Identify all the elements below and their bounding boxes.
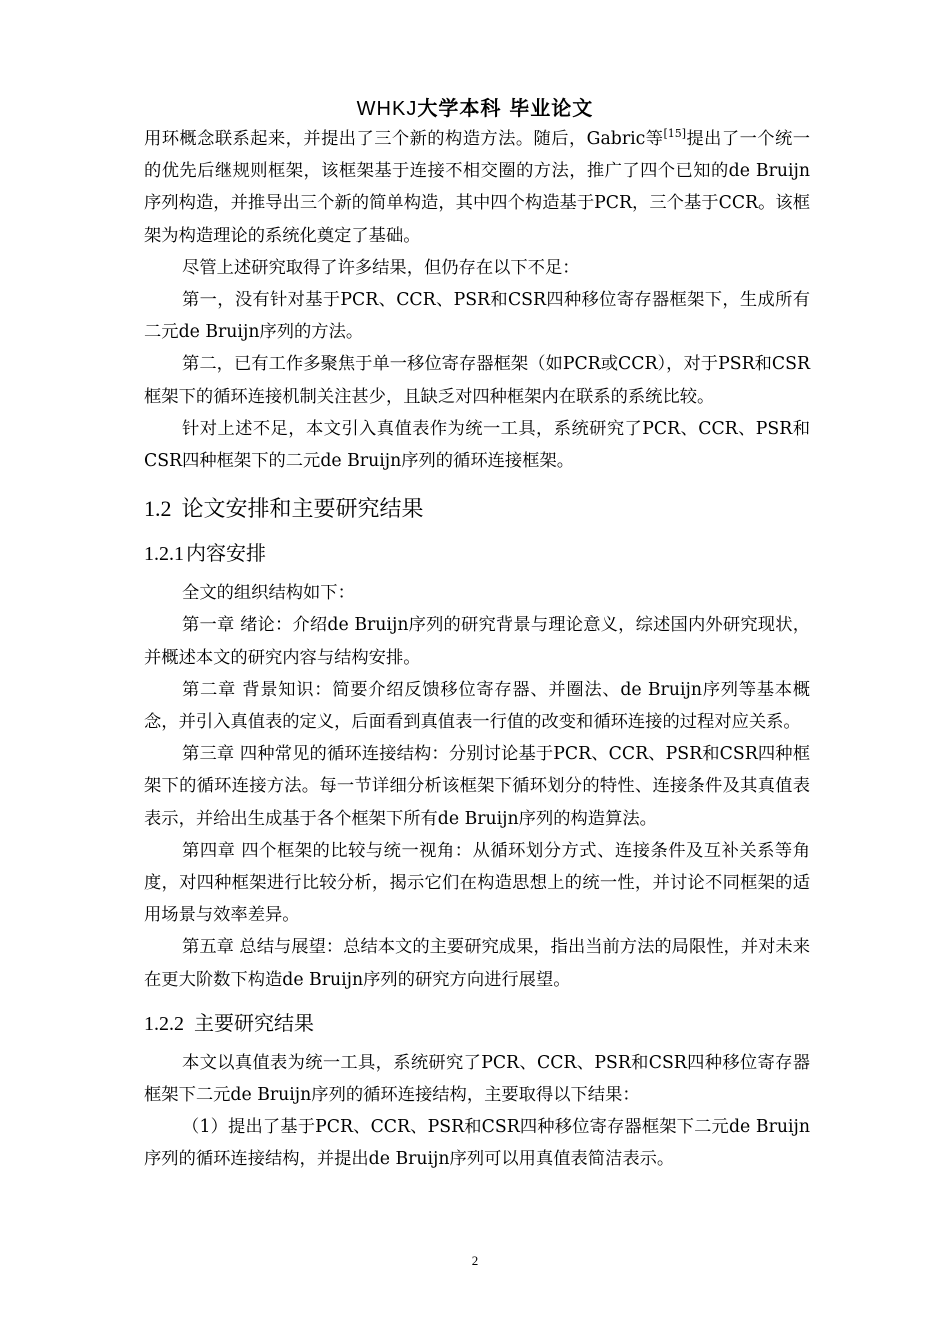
section-number: 1.2 xyxy=(144,496,172,522)
chapter-summary: 第一章 绪论：介绍de Bruijn序列的研究背景与理论意义，综述国内外研究现状，并概述本文的研究内容与结构安排。 xyxy=(144,615,810,668)
page-header xyxy=(0,92,950,121)
body-paragraph: 第一，没有针对基于PCR、CCR、PSR和CSR四种移位寄存器框架下，生成所有二元de Bruijn序列的方法。 xyxy=(144,290,810,343)
subsection-number: 1.2.1 xyxy=(144,543,184,566)
chapter-summary: 第二章 背景知识：简要介绍反馈移位寄存器、并圈法、de Bruijn序列等基本概念，并引入真值表的定义，后面看到真值表一行值的改变和循环连接的过程对应关系。 xyxy=(144,679,810,733)
citation-ref[interactable]: [15] xyxy=(663,127,687,141)
chapter-summary: 第五章 总结与展望：总结本文的主要研究成果，指出当前方法的局限性，并对未来在更大阶数下构造de Bruijn序列的研究方向进行展望。 xyxy=(144,937,810,990)
body-paragraph: 针对上述不足，本文引入真值表作为统一工具，系统研究了PCR、CCR、PSR和CSR四种框架下的二元de Bruijn序列的循环连接框架。 xyxy=(144,418,810,472)
subsection-title: 主要研究结果 xyxy=(194,1010,314,1035)
subsection-heading-1-2-1 xyxy=(144,538,810,569)
subsection-heading-1-2-2 xyxy=(144,1008,810,1039)
result-item: （1）提出了基于PCR、CCR、PSR和CSR四种移位寄存器框架下二元de Bruijn序列的循环连接结构，并提出de Bruijn序列可以用真值表简洁表示。 xyxy=(144,1117,810,1170)
subsection-number: 1.2.2 xyxy=(144,1012,184,1035)
page-number: 2 xyxy=(471,1253,479,1268)
chapter-summary: 第四章 四个框架的比较与统一视角：从循环划分方式、连接条件及互补关系等角度，对四种框架进行比较分析，揭示它们在构造思想上的统一性，并讨论不同框架的适用场景与效率差异。 xyxy=(144,840,810,926)
body-paragraph: 全文的组织结构如下： xyxy=(182,583,355,604)
header-title: 大学本科 毕业论文 xyxy=(417,96,594,120)
header-prefix: WHKJ xyxy=(356,98,418,120)
body-paragraph: 用环概念联系起来，并提出了三个新的构造方法。随后，Gabric等[15]提出了一个统一的优先后继规则框架，该框架基于连接不相交圈的方法，推广了四个已知的de Bruijn序列构造，并推导出三个新的简单构造，其中四个构造基于PCR，三个基于CCR。该框架为构造理论的系统化奠定了基础。 xyxy=(144,127,810,246)
section-title: 论文安排和主要研究结果 xyxy=(181,497,424,523)
body-paragraph: 尽管上述研究取得了许多结果，但仍存在以下不足： xyxy=(182,257,580,278)
body-paragraph: 第二，已有工作多聚焦于单一移位寄存器框架（如PCR或CCR），对于PSR和CSR框架下的循环连接机制关注甚少，且缺乏对四种框架内在联系的系统比较。 xyxy=(144,354,810,407)
chapter-summary: 第三章 四种常见的循环连接结构：分别讨论基于PCR、CCR、PSR和CSR四种框架下的循环连接方法。每一节详细分析该框架下循环划分的特性、连接条件及其真值表表示，并给出生成基于各个框架下所有de Bruijn序列的构造算法。 xyxy=(144,744,810,829)
subsection-title: 内容安排 xyxy=(186,541,266,566)
document-body xyxy=(144,123,810,1176)
section-heading-1-2 xyxy=(144,493,810,526)
body-paragraph: 本文以真值表为统一工具，系统研究了PCR、CCR、PSR和CSR四种移位寄存器框架下二元de Bruijn序列的循环连接结构，主要取得以下结果： xyxy=(144,1052,810,1106)
